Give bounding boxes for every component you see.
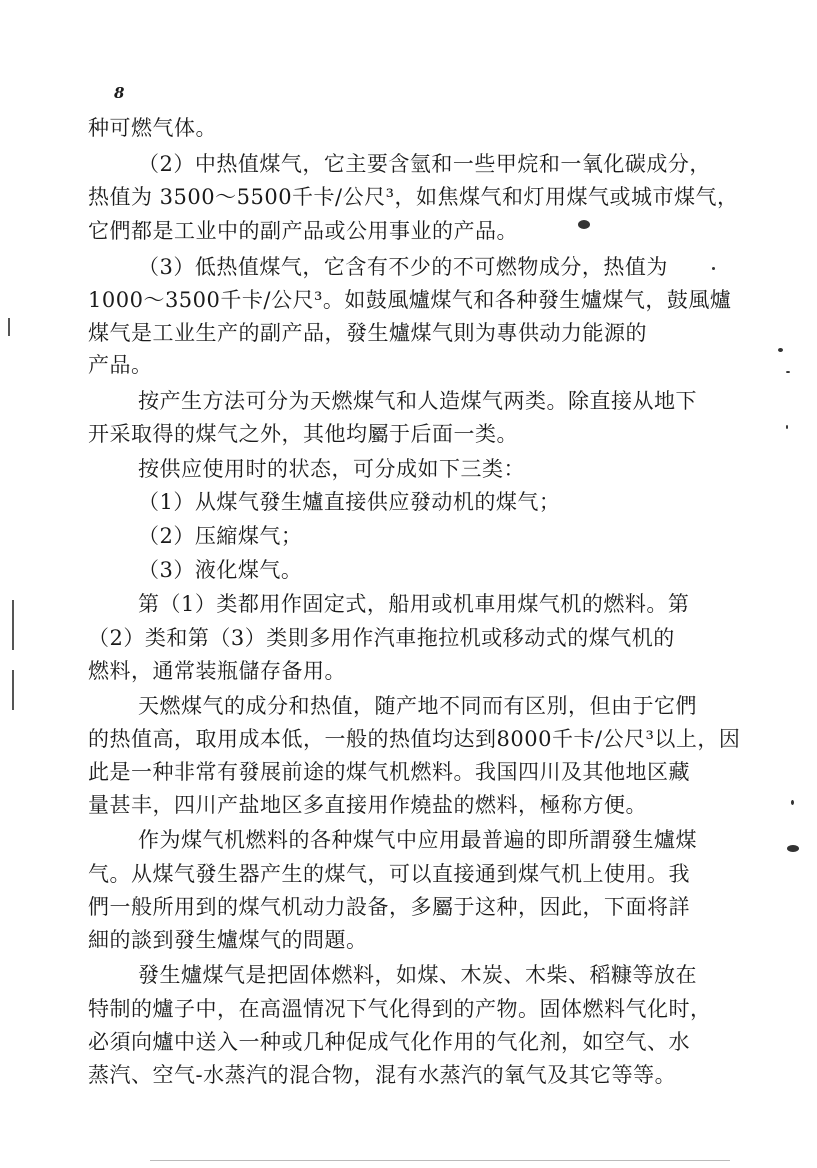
text-line: （2）中热值煤气，它主要含氫和一些甲烷和一氧化碳成分， xyxy=(138,152,711,176)
text-line: 蒸汽、空气-水蒸汽的混合物，混有水蒸汽的氧气及其它等等。 xyxy=(88,1063,677,1087)
edge-mark xyxy=(12,600,14,650)
edge-mark xyxy=(8,318,10,336)
text-line: 量甚丰，四川产盐地区多直接用作燒盐的燃料，極称方便。 xyxy=(88,793,647,817)
text-line: 气。从煤气發生器产生的煤气，可以直接通到煤气机上使用。我 xyxy=(88,862,690,886)
page-number: 8 xyxy=(114,84,125,102)
text-line: 开采取得的煤气之外，其他均屬于后面一类。 xyxy=(88,422,518,446)
text-line: 它們都是工业中的副产品或公用事业的产品。 xyxy=(88,219,518,243)
text-line: （2）类和第（3）类則多用作汽車拖拉机或移动式的煤气机的 xyxy=(88,626,675,650)
text-line: 煤气是工业生产的副产品，發生爐煤气則为專供动力能源的 xyxy=(88,321,647,345)
text-line: 此是一种非常有發展前途的煤气机燃料。我国四川及其他地区藏 xyxy=(88,760,690,784)
text-line: 必須向爐中送入一种或几种促成气化作用的气化剂，如空气、水 xyxy=(88,1030,690,1054)
text-line: 热值为 3500～5500千卡/公尺³，如焦煤气和灯用煤气或城市煤气， xyxy=(88,185,739,209)
text-line: 燃料，通常装瓶儲存备用。 xyxy=(88,659,346,683)
text-line: 天燃煤气的成分和热值，随产地不同而有区別，但由于它們 xyxy=(138,694,697,718)
text-line: 特制的爐子中，在高溫情况下气化得到的产物。固体燃料气化时， xyxy=(88,997,712,1021)
scan-speck xyxy=(786,425,788,429)
text-line: （3）液化煤气。 xyxy=(138,558,303,582)
text-line: 1000～3500千卡/公尺³。如鼓風爐煤气和各种發生爐煤气，鼓風爐 xyxy=(88,288,732,312)
scan-speck xyxy=(786,371,790,373)
scan-speck xyxy=(778,348,783,352)
text-line: 細的談到發生爐煤气的問題。 xyxy=(88,928,368,952)
text-line: 的热值高，取用成本低，一般的热值均达到8000千卡/公尺³以上，因 xyxy=(88,727,741,751)
scan-speck xyxy=(712,267,715,270)
text-line: 产品。 xyxy=(88,353,153,377)
text-line: 按供应使用时的状态，可分成如下三类： xyxy=(138,457,525,481)
edge-mark xyxy=(12,670,14,710)
text-line: 按产生方法可分为天燃煤气和人造煤气两类。除直接从地下 xyxy=(138,389,697,413)
text-line: （1）从煤气發生爐直接供应發动机的煤气； xyxy=(138,490,561,514)
scan-speck xyxy=(787,845,799,852)
text-line: 作为煤气机燃料的各种煤气中应用最普遍的即所謂發生爐煤 xyxy=(138,828,697,852)
text-line: 种可燃气体。 xyxy=(88,116,217,140)
text-line: （3）低热值煤气，它含有不少的不可燃物成分，热值为 xyxy=(138,255,668,279)
text-line: 發生爐煤气是把固体燃料，如煤、木炭、木柴、稻糠等放在 xyxy=(138,963,697,987)
bottom-rule xyxy=(150,1160,730,1161)
text-line: 們一般所用到的煤气机动力設备，多屬于这种，因此，下面将詳 xyxy=(88,895,690,919)
text-line: 第（1）类都用作固定式，船用或机車用煤气机的燃料。第 xyxy=(138,592,690,616)
text-line: （2）压縮煤气； xyxy=(138,524,303,548)
scan-speck xyxy=(791,800,794,805)
scan-speck xyxy=(578,220,590,229)
